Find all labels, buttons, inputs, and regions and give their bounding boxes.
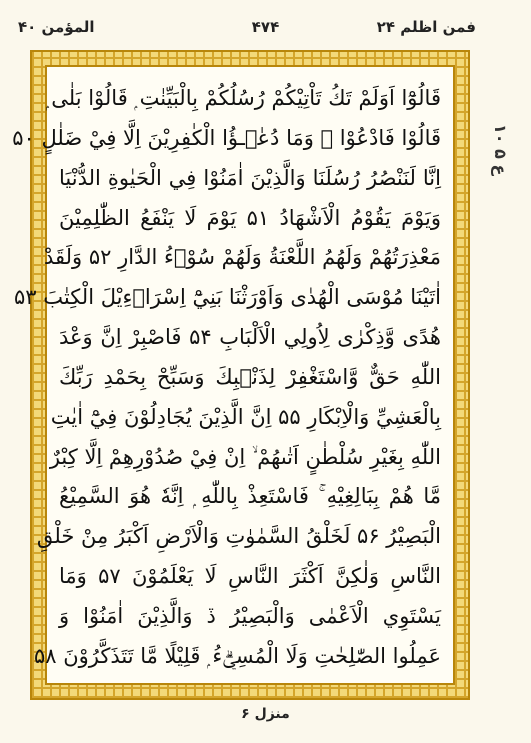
page-number: ۴۷۴ (251, 18, 280, 36)
verse-line: هُدًى وَّذِكْرٰى لِاُولِي الْاَلْبَابِ ۵۴ فَاصْبِرْ اِنَّ وَعْدَ (59, 325, 441, 350)
verse-line: وَيَوْمَ يَقُوْمُ الْاَشْهَادُ ۵۱ يَوْمَ لَا يَنْفَعُ الظّٰلِمِيْنَ (59, 205, 441, 230)
text-panel (12, 65, 455, 685)
verse-line: بِالْعَشِيِّ وَالْاِبْكَارِ ۵۵ اِنَّ الَّذِيْنَ يُجَادِلُوْنَ فِيْٓ اٰيٰتِ (50, 404, 441, 429)
verse-line: يَسْتَوِي الْاَعْمٰى وَالْبَصِيْرُ ڏ وَالَّذِيْنَ اٰمَنُوْا وَ (59, 603, 441, 628)
verse-line: مَعْذِرَتُهُمْ وَلَهُمُ اللَّعْنَةُ وَلَهُمْ سُوْۗءُ الدَّارِ ۵۲ وَلَقَدْ (44, 245, 441, 270)
verse-line: مَّا هُمْ بِبَالِغِيْهِ ۚ فَاسْتَعِذْ بِاللّٰهِ ۭ اِنَّهٗ هُوَ السَّمِيْعُ (59, 484, 441, 509)
verse-line: اللّٰهِ بِغَيْرِ سُلْطٰنٍ اَتٰىهُمْ ۙ اِنْ فِيْ صُدُوْرِهِمْ اِلَّا كِبْرٌ (49, 444, 441, 469)
ornamental-border (12, 50, 470, 700)
manzil-footer: منزل ۶ (241, 706, 290, 722)
juz-name: فمن اظلم ۲۴ (376, 18, 476, 36)
surah-name: المؤمن ۴۰ (18, 18, 95, 36)
verse-lines (12, 81, 441, 673)
verse-line: اٰتَيْنَا مُوْسَى الْهُدٰى وَاَوْرَثْنَا بَنِيْٓ اِسْرَاۗءِيْلَ الْكِتٰبَ ۵۳ (14, 285, 441, 310)
verse-line: النَّاسِ وَلٰكِنَّ اَكْثَرَ النَّاسِ لَا يَعْلَمُوْنَ ۵۷ وَمَا (59, 564, 441, 589)
verse-line: الْبَصِيْرُ ۵۶ لَخَلْقُ السَّمٰوٰتِ وَالْاَرْضِ اَكْبَرُ مِنْ خَلْقِ (36, 524, 441, 549)
page-header (0, 18, 531, 44)
verse-line: اِنَّا لَنَنْصُرُ رُسُلَنَا وَالَّذِيْنَ اٰمَنُوْا فِي الْحَيٰوةِ الدُّنْيَا (59, 165, 441, 190)
verse-line: اللّٰهِ حَقٌّ وَّاسْتَغْفِرْ لِذَنْۢبِكَ وَسَبِّحْ بِحَمْدِ رَبِّكَ (59, 364, 441, 389)
verse-line: قَالُوْا فَادْعُوْا ۚ وَمَا دُعٰۗـؤُا الْكٰفِرِيْنَ اِلَّا فِيْ ضَلٰلٍ ۵۰ (12, 125, 441, 150)
ruku-marker: ع ۵ ۱۰ (491, 123, 510, 175)
verse-line: قَالُوْٓا اَوَلَمْ تَكُ تَاْتِيْكُمْ رُسُلُكُمْ بِالْبَيِّنٰتِ ۭ قَالُوْا بَلٰى ۭ (46, 86, 441, 110)
verse-line: عَمِلُوا الصّٰلِحٰتِ وَلَا الْمُسِيْۗءُ ۭ قَلِيْلًا مَّا تَتَذَكَّرُوْنَ ۵۸ (33, 643, 441, 668)
